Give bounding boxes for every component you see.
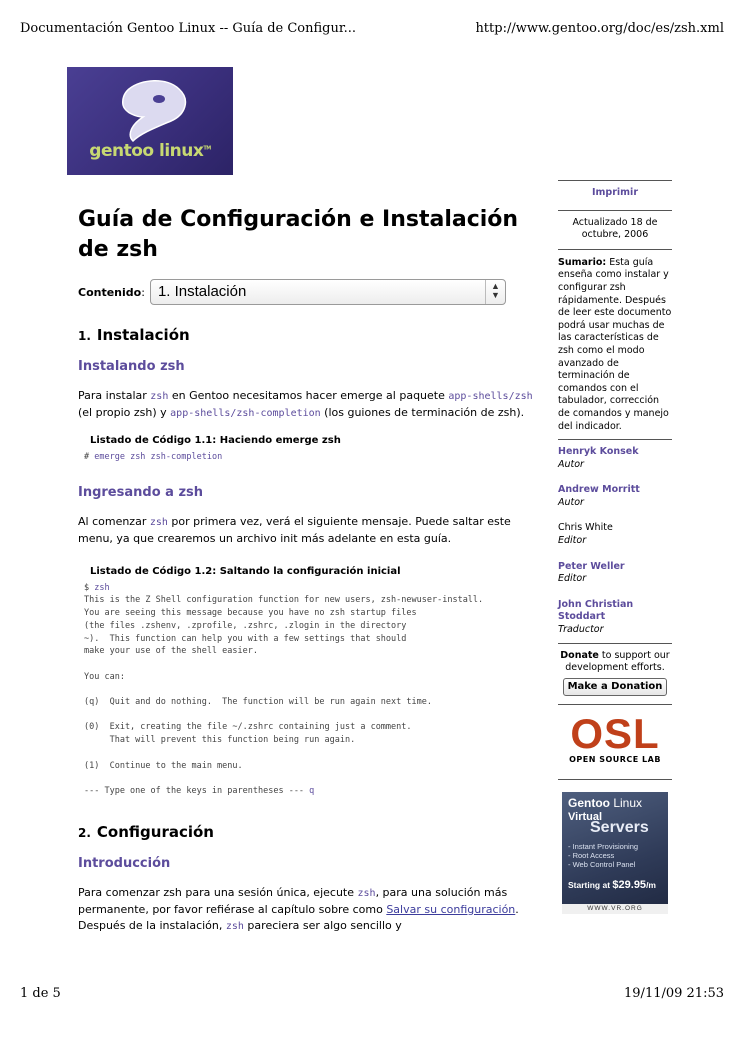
contents-select[interactable] [150,279,506,305]
main-content [78,205,548,935]
virtual-servers-ad[interactable]: Gentoo Linux Virtual Servers - Instant Provisioning - Root Access - Web Control Panel Starting at $29.95/m WWW.VR.ORG [562,792,668,914]
section-number: 2. [78,825,91,840]
paragraph-config: Para comenzar zsh para una sesión única, ejecute zsh, para una solución más permanente, por favor refiérase al capítulo sobre como Salvar su configuración. Después de la instalación, zsh pareciera ser algo sencillo y [78,885,519,932]
ad-section [558,779,672,920]
ad-url: WWW.VR.ORG [562,904,668,914]
print-footer [20,986,724,1001]
author-role: Autor [558,458,584,470]
code-listing-1-2: $ zsh This is the Z Shell configuration function for new users, zsh-newuser-install. You are seeing this message because you have no zsh startup files (the files .zshenv, .zprofile, .zshrc, .zlogin in the directory ~). This function can help you with a few settings that should make your use of the shell easier. You can: (q) Quit and do nothing. The function will be run again next time. (0) Exit, creating the file ~/.zshrc containing just a comment. That will prevent this function being run again. (1) Continue to the main menu. --- Type one of the keys in parentheses --- q [84,582,484,796]
ad-price: Starting at $29.95/m [568,878,656,891]
print-timestamp: 19/11/09 21:53 [624,986,724,1001]
author-name: Chris White [558,522,613,534]
author-role: Autor [558,496,584,508]
author-item[interactable] [558,484,672,509]
summary: Sumario: Esta guía enseña como instalar y configurar zsh rápidamente. Después de leer este documento podrá usar muchas de las características de zsh como el modo avanzado de terminación de comandos con el tabulador, corrección de comandos y manejo del indicador. [558,249,672,439]
author-item [558,522,672,547]
author-role: Traductor [558,624,604,636]
author-item[interactable] [558,446,672,471]
select-arrows-icon: ▲ ▼ [485,280,505,304]
author-name[interactable]: John Christian Stoddart [558,598,634,623]
author-role: Editor [558,573,587,585]
osl-logo: OSL [570,710,660,758]
paragraph-install: Para instalar zsh en Gentoo necesitamos hacer emerge al paquete app-shells/zsh (el propio zsh) y app-shells/zsh-completion (los guiones de terminación de zsh). [78,389,533,419]
author-role: Editor [558,535,587,547]
author-name[interactable]: Henryk Konsek [558,446,639,458]
section-heading-2 [78,822,548,843]
updated-date: Actualizado 18 de octubre, 2006 [558,210,672,249]
paragraph-first-run: Al comenzar zsh por primera vez, verá el siguiente mensaje. Puede saltar este menu, ya que crearemos un archivo init más adelante en esta guía. [78,514,511,545]
code-listing-title-1-2: Listado de Código 1.2: Saltando la configuración inicial [90,565,401,577]
print-header-title: Documentación Gentoo Linux -- Guía de Configur... [20,21,357,36]
contents-row: Contenido: 1. Instalación ▲ ▼ [78,278,548,306]
contents-label: Contenido [78,285,142,299]
author-item[interactable] [558,561,672,586]
subheading-ingresando: Ingresando a zsh [78,484,204,500]
subheading-instalando: Instalando zsh [78,359,185,374]
donate-link[interactable]: Donate [560,649,599,661]
author-item[interactable] [558,599,672,637]
gentoo-logo[interactable] [67,67,233,175]
author-name[interactable]: Andrew Morritt [558,484,640,496]
subheading-introduccion: Introducción [78,855,171,871]
print-header-url: http://www.gentoo.org/doc/es/zsh.xml [475,21,724,36]
authors-list [558,439,672,637]
ad-features: - Instant Provisioning - Root Access - Web Control Panel [568,841,639,869]
section-title: Configuración [96,822,214,841]
logo-text: gentoo linux™ [89,141,211,161]
donate-box: Donate to support our development efforts. Make a Donation [558,643,672,705]
page-title: Guía de Configuración e Instalación de zsh [78,207,519,262]
page-count: 1 de 5 [20,986,61,1001]
osl-banner[interactable] [558,704,672,779]
save-config-link[interactable]: Salvar su configuración [386,902,516,916]
sidebar [558,180,672,920]
section-heading-1 [78,325,548,346]
print-header [20,21,724,36]
code-listing-title-1-1: Listado de Código 1.1: Haciendo emerge zsh [90,435,341,446]
section-number: 1. [78,329,91,343]
print-link[interactable]: Imprimir [558,180,672,210]
make-donation-button[interactable]: Make a Donation [563,678,668,697]
section-title: Instalación [96,326,190,344]
contents-selected-value: 1. Instalación [157,283,247,300]
osl-tagline: OPEN SOURCE LAB [569,755,661,765]
author-name[interactable]: Peter Weller [558,560,625,572]
code-listing-1-1: # emerge zsh zsh-completion [84,452,223,462]
